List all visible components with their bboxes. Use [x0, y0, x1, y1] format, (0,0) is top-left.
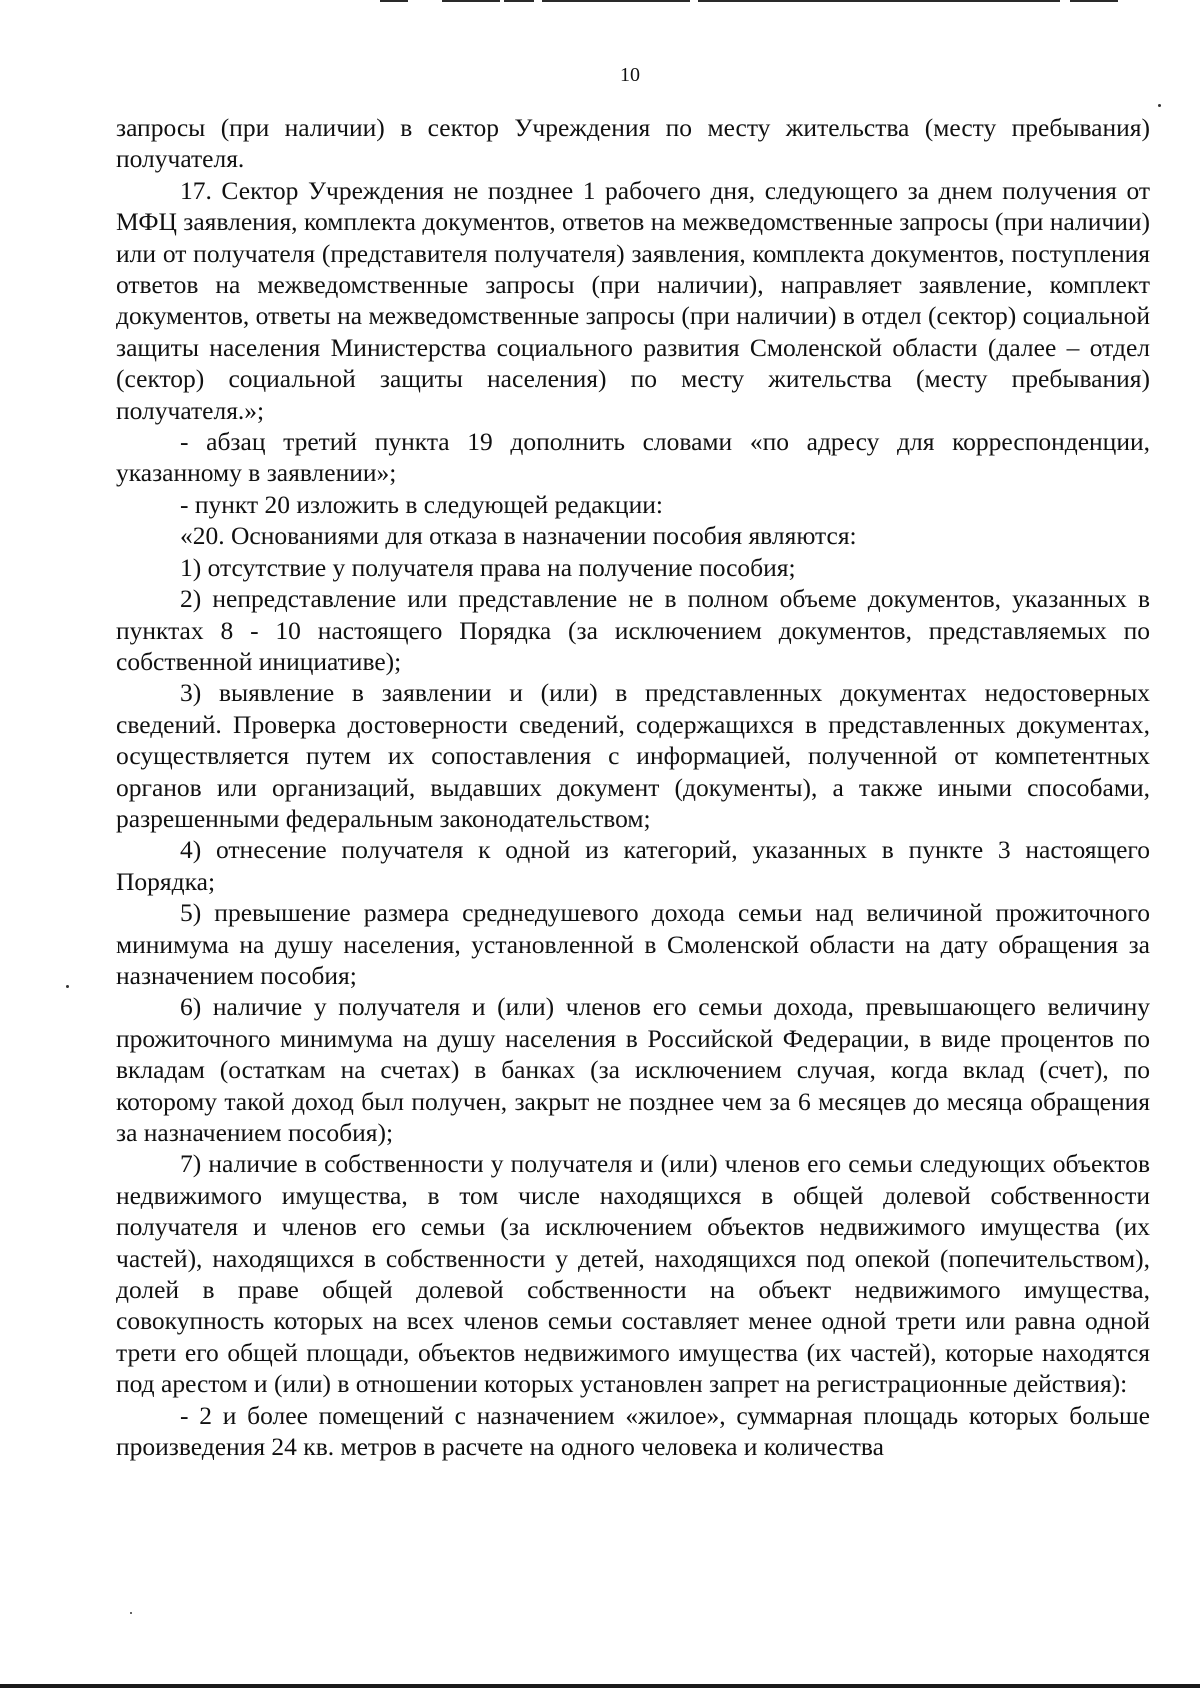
scan-bottom-edge — [0, 1684, 1200, 1688]
paragraph-ground-4: 4) отнесение получателя к одной из категорий, указанных в пункте 3 настоящего Порядка; — [116, 835, 1150, 896]
paragraph-amendment-19: - абзац третий пункта 19 дополнить словами «по адресу для корреспонденции, указанному в заявлении»; — [116, 427, 1150, 488]
page-number: 10 — [620, 64, 640, 86]
scan-speck — [1158, 104, 1161, 107]
paragraph-ground-5: 5) превышение размера среднедушевого дохода семьи над величиной прожиточного минимума на душу населения, установленной в Смоленской области на дату обращения за назначением пособия; — [116, 898, 1150, 990]
scan-speck — [130, 1612, 132, 1614]
paragraph-item-17: 17. Сектор Учреждения не позднее 1 рабочего дня, следующего за днем получения от МФЦ заявления, комплекта документов, ответов на межведомственные запросы (при наличии) или от получателя (представителя получателя) заявления, комплекта документов, поступления ответов на межведомственные запросы (при наличии), направляет заявление, комплект документов, ответы на межведомственные запросы (при наличии) в отдел (сектор) социальной защиты населения Министерства социального развития Смоленской области (далее – отдел (сектор) социальной защиты населения) по месту жительства (месту пребывания) получателя.»; — [116, 175, 1150, 425]
document-body — [116, 112, 1150, 1462]
paragraph-ground-6: 6) наличие у получателя и (или) членов его семьи дохода, превышающего величину прожиточного минимума на душу населения в Российской Федерации, в виде процентов по вкладам (остаткам на счетах) в банках (за исключением случая, когда вклад (счет), по которому такой доход был получен, закрыт не позднее чем за 6 месяцев до месяца обращения за назначением пособия); — [116, 992, 1150, 1147]
paragraph-item-20-intro: «20. Основаниями для отказа в назначении пособия являются: — [180, 521, 857, 551]
paragraph-ground-1: 1) отсутствие у получателя права на получение пособия; — [180, 552, 796, 582]
scan-speck — [66, 985, 69, 988]
paragraph-amendment-20: - пункт 20 изложить в следующей редакции: — [180, 489, 663, 519]
paragraph-ground-2: 2) непредставление или представление не в полном объеме документов, указанных в пунктах 8 - 10 настоящего Порядка (за исключением документов, представляемых по собственной инициативе); — [116, 584, 1150, 676]
paragraph-ground-3: 3) выявление в заявлении и (или) в представленных документах недостоверных сведений. Проверка достоверности сведений, содержащихся в представленных документах, осуществляется путем их сопоставления с информацией, полученной от компетентных органов или организаций, выдавших документ (документы), а также иными способами, разрешенными федеральным законодательством; — [116, 678, 1150, 833]
paragraph-ground-7: 7) наличие в собственности у получателя и (или) членов его семьи следующих объектов недвижимого имущества, в том числе находящихся в общей долевой собственности получателя и членов его семьи (за исключением объектов недвижимого имущества (их частей), находящихся в собственности у детей, находящихся под опекой (попечительством), долей в праве общей долевой собственности на объект недвижимого имущества, совокупность которых на всех членов семьи составляет менее одной трети или равна одной трети его общей площади, объектов недвижимого имущества (их частей), которые находятся под арестом и (или) в отношении которых установлен запрет на регистрационные действия): — [116, 1149, 1150, 1399]
paragraph-ground-7-dash-1: - 2 и более помещений с назначением «жилое», суммарная площадь которых больше произведения 24 кв. метров в расчете на одного человека и количества — [116, 1400, 1150, 1462]
scan-top-edge — [380, 0, 1150, 4]
paragraph-continuation: запросы (при наличии) в сектор Учреждения по месту жительства (месту пребывания) получателя. — [116, 113, 1150, 174]
